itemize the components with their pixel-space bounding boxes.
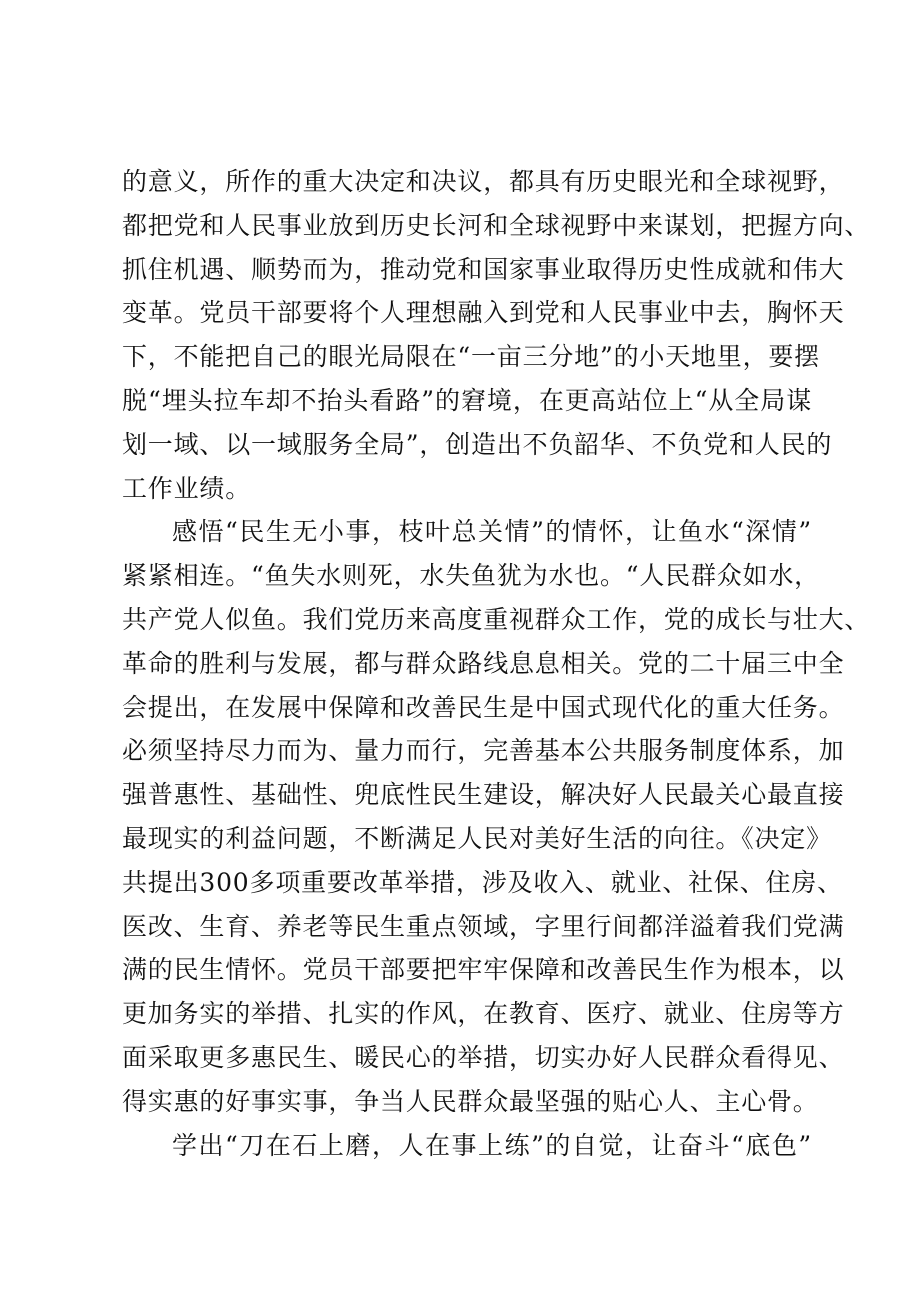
text-line: 下，不能把自己的眼光局限在“一亩三分地”的小天地里，要摆 — [122, 342, 820, 372]
text-line: 医改、生育、养老等民生重点领域，字里行间都洋溢着我们党满 — [122, 911, 845, 941]
text-line: 革命的胜利与发展，都与群众路线息息相关。党的二十届三中全 — [122, 648, 845, 678]
text-line: 共产党人似鱼。我们党历来高度重视群众工作，党的成长与壮大、 — [122, 604, 871, 634]
text-line: 强普惠性、基础性、兜底性民生建设，解决好人民最关心最直接 — [122, 780, 845, 810]
text-line: 得实惠的好事实事，争当人民群众最坚强的贴心人、主心骨。 — [122, 1086, 819, 1116]
text-line: 工作业绩。 — [122, 473, 252, 503]
text-line: 必须坚持尽力而为、量力而行，完善基本公共服务制度体系，加 — [122, 736, 845, 766]
paragraph-first-line: 感悟“民生无小事，枝叶总关情”的情怀，让鱼水“深情” — [172, 517, 812, 547]
text-line: 脱“埋头拉车却不抬头看路”的窘境，在更高站位上“从全局谋 — [122, 385, 812, 415]
text-line: 会提出，在发展中保障和改善民生是中国式现代化的重大任务。 — [122, 692, 845, 722]
body-text — [122, 160, 871, 1167]
text-line: 变革。党员干部要将个人理想融入到党和人民事业中去，胸怀天 — [122, 298, 845, 328]
text-line: 面采取更多惠民生、暖民心的举措，切实办好人民群众看得见、 — [122, 1042, 845, 1072]
text-line: 更加务实的举措、扎实的作风，在教育、医疗、就业、住房等方 — [122, 999, 845, 1029]
text-line: 划一域、以一域服务全局”，创造出不负韶华、不负党和人民的 — [122, 429, 833, 459]
text-line: 都把党和人民事业放到历史长河和全球视野中来谋划，把握方向、 — [122, 210, 871, 240]
paragraph-first-line: 学出“刀在石上磨，人在事上练”的自觉，让奋斗“底色” — [172, 1130, 812, 1160]
text-line: 紧紧相连。“鱼失水则死，水失鱼犹为水也。“人民群众如水， — [122, 561, 820, 591]
text-line: 抓住机遇、顺势而为，推动党和国家事业取得历史性成就和伟大 — [122, 254, 845, 284]
text-line: 的意义，所作的重大决定和决议，都具有历史眼光和全球视野， — [122, 167, 845, 196]
text-line: 满的民生情怀。党员干部要把牢牢保障和改善民生作为根本，以 — [122, 955, 845, 985]
text-line: 最现实的利益问题，不断满足人民对美好生活的向往。《决定》 — [122, 823, 832, 853]
text-line: 共提出300多项重要改革举措，涉及收入、就业、社保、住房、 — [122, 867, 843, 897]
